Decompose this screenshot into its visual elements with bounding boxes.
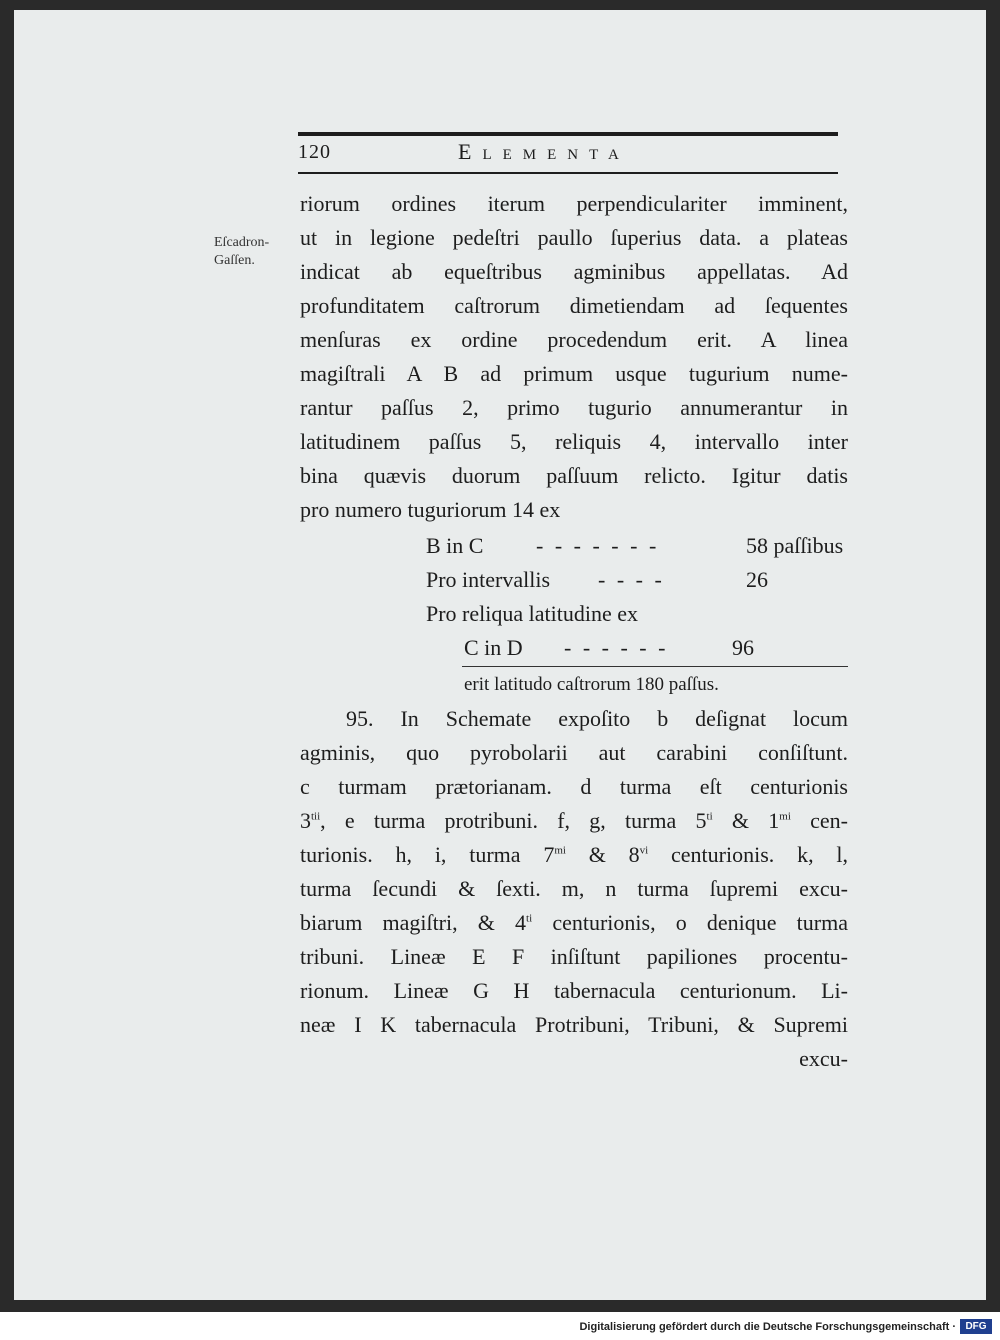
funding-notice: Digitalisierung gefördert durch die Deutsche Forschungsgemeinschaft · — [579, 1321, 956, 1333]
table-label: Pro reliqua latitudine ex — [426, 601, 638, 626]
leader-dots: - - - - — [598, 567, 665, 592]
sum-line: erit latitudo caſtrorum 180 paſſus. — [464, 674, 719, 695]
table-label: Pro intervallis — [426, 567, 551, 592]
superscript: ti — [706, 810, 713, 823]
margin-note — [214, 234, 269, 270]
text-line — [300, 906, 848, 940]
margin-note-line: Eſcadron- — [214, 235, 270, 250]
table-value: 96 — [732, 635, 754, 660]
running-head: Elementa — [458, 139, 630, 164]
table-value: 26 — [746, 567, 768, 592]
table-label: C in D — [464, 635, 523, 660]
table-label: B in C — [426, 533, 484, 558]
text-line — [300, 804, 848, 838]
text-run: centurionis. k, l, — [648, 842, 848, 867]
text-line: turma ſecundi & ſexti. m, n turma ſupremi excu- — [300, 876, 848, 901]
text-line: 95. In Schemate expoſito b deſignat locum — [346, 706, 848, 731]
text-line: profunditatem caſtrorum dimetiendam ad ſequentes — [300, 293, 848, 318]
text-line: pro numero tuguriorum 14 ex — [300, 497, 561, 522]
text-line: tribuni. Lineæ E F inſiſtunt papiliones procentu- — [300, 944, 848, 969]
text-line: ut in legione pedeſtri paullo ſuperius data. a plateas — [300, 225, 848, 250]
text-line: menſuras ex ordine procedendum erit. A linea — [300, 327, 848, 352]
text-run: 3 — [300, 808, 311, 833]
text-line: agminis, quo pyrobolarii aut carabini conſiſtunt. — [300, 740, 848, 765]
table-value: 58 paſſibus — [746, 533, 844, 558]
text-line: indicat ab equeſtribus agminibus appellatas. Ad — [300, 259, 848, 284]
sum-rule — [462, 666, 848, 667]
book-page — [14, 10, 986, 1300]
text-run: biarum magiſtri, & 4 — [300, 910, 527, 935]
leader-dots: - - - - - - — [564, 635, 669, 660]
leader-dots: - - - - - - - — [536, 533, 660, 558]
top-rule — [298, 132, 838, 136]
text-line: magiſtrali A B ad primum usque tugurium nume- — [300, 361, 848, 386]
margin-note-line: Gaſſen. — [214, 253, 255, 268]
dfg-logo-icon: DFG — [960, 1319, 992, 1334]
text-run: & 1 — [712, 808, 780, 833]
text-run: , e turma protribuni. f, g, turma 5 — [320, 808, 707, 833]
superscript: ti — [526, 912, 533, 925]
text-line: riorum ordines iterum perpendiculariter imminent, — [300, 191, 848, 216]
header-rule — [298, 172, 838, 174]
text-line: rionum. Lineæ G H tabernacula centurionum. Li- — [300, 978, 848, 1003]
text-run: & 8 — [565, 842, 640, 867]
superscript: tii — [311, 810, 321, 823]
text-line: neæ I K tabernacula Protribuni, Tribuni, & Supremi — [300, 1012, 848, 1037]
text-run: cen- — [790, 808, 848, 833]
superscript: vi — [639, 844, 649, 857]
text-line: rantur paſſus 2, primo tugurio annumerantur in — [300, 395, 848, 420]
text-run: centurionis, o denique turma — [532, 910, 848, 935]
superscript: mi — [554, 844, 566, 857]
superscript: mi — [779, 810, 791, 823]
footer-bar — [0, 1312, 1000, 1340]
page-number: 120 — [298, 141, 331, 163]
text-line: bina quævis duorum paſſuum relicto. Igitur datis — [300, 463, 848, 488]
catchword: excu- — [799, 1046, 848, 1071]
text-line — [300, 838, 848, 872]
text-run: turionis. h, i, turma 7 — [300, 842, 555, 867]
text-line: latitudinem paſſus 5, reliquis 4, intervallo inter — [300, 429, 848, 454]
text-line: c turmam prætorianam. d turma eſt centurionis — [300, 774, 848, 799]
